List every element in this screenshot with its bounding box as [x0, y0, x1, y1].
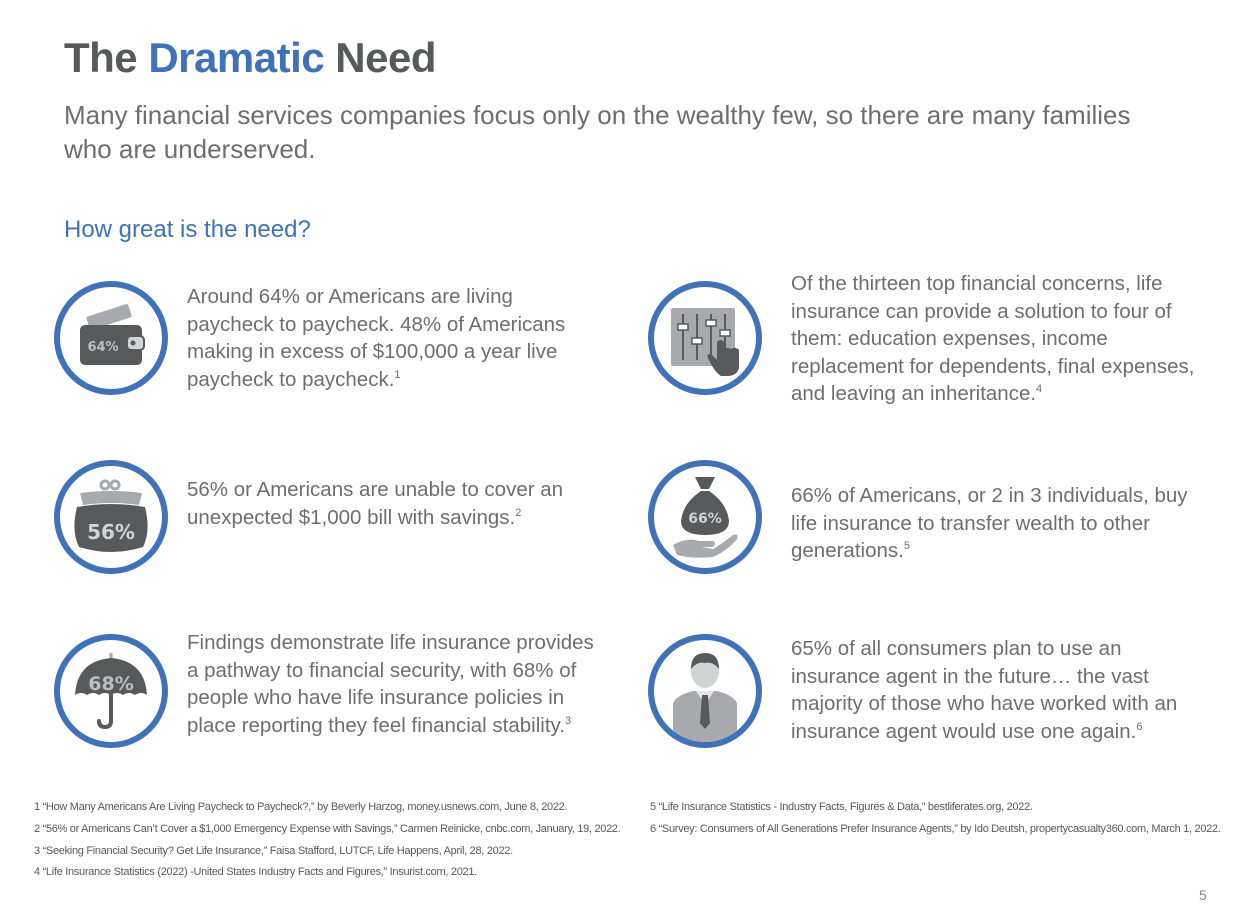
stat-3-text: [187, 629, 607, 739]
section-question: How great is the need?: [64, 216, 311, 243]
coin-purse-icon: [53, 459, 169, 575]
page-number: 5: [1199, 887, 1207, 903]
stat-6-body: 65% of all consumers plan to use an insurance agent in the future… the vast majority of those who have worked with an insurance agent would use one again.: [791, 637, 1178, 743]
stat-4-ref: 4: [1036, 383, 1043, 396]
footnote-4: 4 “Life Insurance Statistics (2022) -United States Industry Facts and Figures,” Insurist.com, 2021.: [34, 866, 477, 878]
wallet-icon: [53, 280, 169, 396]
title-word-1: The: [64, 34, 138, 81]
stat-5-text: [791, 482, 1201, 565]
stat-6-ref: 6: [1136, 720, 1143, 733]
page-subtitle: Many financial services companies focus only on the wealthy few, so there are many families who are underserved.: [64, 100, 1131, 164]
money-bag-icon-label: 66%: [688, 511, 722, 527]
stat-4-text: [791, 270, 1201, 408]
title-word-3: Need: [335, 34, 436, 81]
umbrella-icon-label: 68%: [88, 673, 134, 695]
stat-5-body: 66% of Americans, or 2 in 3 individuals, buy life insurance to transfer wealth to other generations.: [791, 484, 1188, 562]
money-bag-hand-icon: [647, 459, 763, 575]
footnote-5: 5 “Life Insurance Statistics - Industry Facts, Figures & Data,” bestliferates.org, 2022.: [650, 801, 1033, 813]
stat-3-body: Findings demonstrate life insurance provides a pathway to financial security, with 68% of people who have life insurance policies in place reporting they feel financial stability.: [187, 631, 594, 737]
stat-2-text: [187, 476, 597, 531]
umbrella-icon: [53, 633, 169, 749]
control-panel-icon: [647, 280, 763, 396]
title-accent-word: Dramatic: [148, 34, 325, 81]
stat-5-ref: 5: [903, 540, 910, 553]
stat-1-ref: 1: [394, 368, 401, 381]
coin-purse-icon-label: 56%: [87, 520, 135, 544]
stat-4-body: Of the thirteen top financial concerns, life insurance can provide a solution to four of them: education expenses, income replacement for dependents, final expenses, and leaving an inheritance.: [791, 272, 1195, 405]
wallet-icon-label: 64%: [87, 340, 119, 355]
stat-2-ref: 2: [515, 506, 522, 519]
stat-1-text: [187, 283, 597, 393]
footnote-3: 3 “Seeking Financial Security? Get Life Insurance,” Faisa Stafford, LUTCF, Life Happens, April, 28, 2022.: [34, 845, 513, 857]
stat-2-body: 56% or Americans are unable to cover an unexpected $1,000 bill with savings.: [187, 478, 564, 529]
page-title: [64, 34, 436, 82]
footnote-6: 6 “Survey: Consumers of All Generations Prefer Insurance Agents,” by Ido Deutsh, propertycasualty360.com, March 1, 2022.: [650, 823, 1221, 835]
footnote-1: 1 “How Many Americans Are Living Paycheck to Paycheck?,” by Beverly Harzog, money.usnews.com, June 8, 2022.: [34, 801, 568, 813]
insurance-agent-icon: [647, 633, 763, 749]
stat-6-text: [791, 635, 1201, 745]
footnote-2: 2 “56% or Americans Can’t Cover a $1,000 Emergency Expense with Savings,” Carmen Reinicke, cnbc.com, January, 19, 2022.: [34, 823, 621, 835]
stat-3-ref: 3: [564, 714, 572, 727]
stat-1-body: Around 64% or Americans are living paycheck to paycheck. 48% of Americans making in excess of $100,000 a year live paycheck to paycheck.: [187, 285, 566, 391]
